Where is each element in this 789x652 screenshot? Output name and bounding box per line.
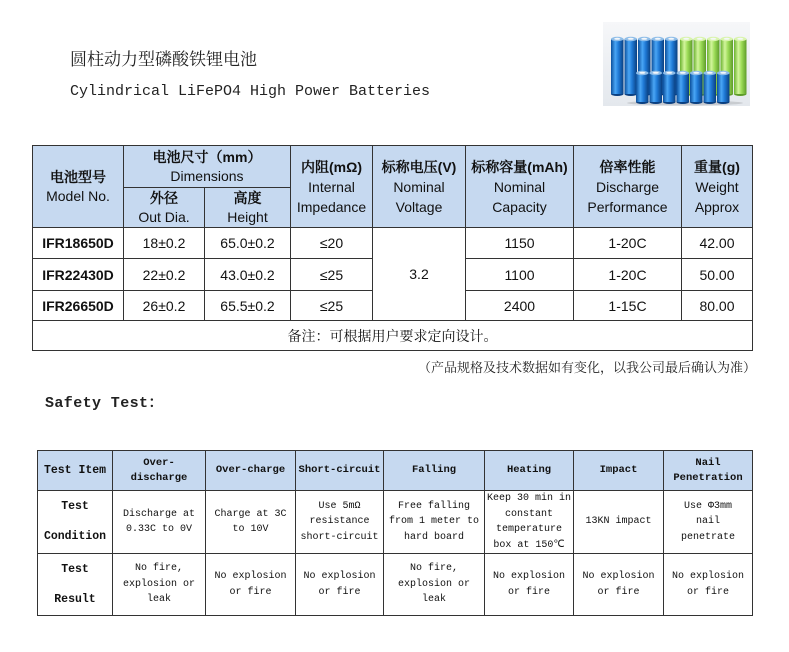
spec-remark: 备注：可根据用户要求定向设计。	[33, 321, 753, 351]
result-over-charge: No explosion or fire	[206, 554, 296, 616]
battery-cell	[663, 71, 676, 104]
result-falling: No fire, explosion or leak	[384, 554, 485, 616]
test-condition-label-line1: Test	[61, 500, 89, 513]
header-discharge-zh: 倍率性能	[599, 158, 656, 175]
header-over-discharge-label: Over-discharge	[130, 456, 188, 484]
battery-cell	[734, 37, 747, 96]
test-result-label-line1: Test	[61, 562, 89, 576]
header-voltage-en1: Nominal	[393, 178, 445, 195]
cell-discharge: 1-15C	[574, 291, 682, 321]
battery-cell	[690, 71, 703, 104]
header-over-discharge	[113, 451, 206, 491]
safety-test-title: Safety Test：	[45, 395, 164, 412]
battery-cell	[650, 71, 663, 104]
safety-header-row	[38, 451, 753, 491]
cell-out-dia: 18±0.2	[124, 228, 205, 259]
cell-weight: 80.00	[682, 291, 753, 321]
header-dimensions-en: Dimensions	[170, 167, 244, 184]
header-impedance-en2: Impedance	[296, 198, 367, 215]
cell-impedance: ≤25	[291, 291, 373, 321]
cell-model: IFR26650D	[33, 291, 124, 321]
battery-cell	[636, 71, 649, 104]
header-capacity-en2: Capacity	[492, 198, 547, 215]
cell-out-dia: 26±0.2	[124, 291, 205, 321]
cell-discharge: 1-20C	[574, 228, 682, 259]
test-condition-label	[38, 491, 113, 554]
cell-capacity: 1100	[466, 259, 574, 291]
spec-remark-row	[33, 321, 753, 351]
header-over-charge: Over-charge	[206, 451, 296, 491]
header-impedance-zh: 内阻(mΩ)	[301, 158, 362, 175]
cell-weight: 42.00	[682, 228, 753, 259]
header-model-en: Model No.	[46, 187, 110, 204]
header-impedance-en1: Internal	[308, 178, 355, 195]
header-discharge	[574, 146, 682, 228]
header-out-dia-en: Out Dia.	[138, 208, 190, 225]
header-discharge-en2: Performance	[587, 198, 668, 215]
result-impact: No explosion or fire	[574, 554, 664, 616]
safety-test-table	[37, 450, 753, 616]
header-weight-en1: Weight	[695, 178, 739, 195]
battery-cells-photo	[603, 22, 750, 106]
cell-model: IFR22430D	[33, 259, 124, 291]
cell-height: 65.5±0.2	[205, 291, 291, 321]
spec-table-header	[33, 146, 753, 228]
header-voltage-zh: 标称电压(V)	[381, 158, 457, 175]
safety-table-header	[38, 451, 753, 491]
spec-table-body	[33, 228, 753, 351]
header-out-dia-zh: 外径	[150, 189, 178, 206]
result-over-discharge: No fire, explosion or leak	[113, 554, 206, 616]
header-discharge-en1: Discharge	[595, 178, 660, 195]
condition-impact: 13KN impact	[574, 491, 664, 554]
disclaimer-note: （产品规格及技术数据如有变化，以我公司最后确认为准）	[417, 360, 756, 375]
header-impedance	[291, 146, 373, 228]
page-title-chinese: 圆柱动力型磷酸铁锂电池	[70, 50, 257, 69]
test-condition-label-line2: Condition	[43, 530, 107, 543]
header-dimensions-zh: 电池尺寸（mm）	[152, 148, 262, 165]
condition-over-charge: Charge at 3C to 10V	[206, 491, 296, 554]
result-nail-penetration: No explosion or fire	[664, 554, 753, 616]
condition-short-circuit: Use 5mΩ resistance short-circuit	[296, 491, 384, 554]
header-capacity	[466, 146, 574, 228]
cell-height: 65.0±0.2	[205, 228, 291, 259]
header-voltage-en2: Voltage	[395, 198, 443, 215]
header-falling: Falling	[384, 451, 485, 491]
cell-capacity: 1150	[466, 228, 574, 259]
header-impact: Impact	[574, 451, 664, 491]
header-heating: Heating	[485, 451, 574, 491]
header-nail-penetration: Nail Penetration	[664, 451, 753, 491]
cell-out-dia: 22±0.2	[124, 259, 205, 291]
spec-header-row	[33, 146, 753, 188]
cell-nominal-voltage: 3.2	[373, 228, 466, 321]
page-title-english: Cylindrical LiFePO4 High Power Batteries	[70, 83, 431, 100]
header-model	[33, 146, 124, 228]
spec-row	[33, 228, 753, 259]
header-out-dia	[124, 188, 205, 228]
result-heating: No explosion or fire	[485, 554, 574, 616]
test-result-label-line2: Result	[54, 592, 96, 606]
battery-cell	[677, 71, 690, 104]
header-dimensions	[124, 146, 291, 188]
test-result-label	[38, 554, 113, 616]
header-capacity-en1: Nominal	[493, 178, 546, 195]
battery-cell	[625, 37, 638, 96]
header-voltage	[373, 146, 466, 228]
condition-falling: Free falling from 1 meter to hard board	[384, 491, 485, 554]
header-test-item: Test Item	[38, 451, 113, 491]
header-short-circuit: Short-circuit	[296, 451, 384, 491]
test-condition-row	[38, 491, 753, 554]
header-weight-zh: 重量(g)	[694, 158, 740, 175]
header-height	[205, 188, 291, 228]
header-height-en: Height	[227, 208, 268, 225]
cell-model: IFR18650D	[33, 228, 124, 259]
battery-cell	[717, 71, 730, 104]
header-model-zh: 电池型号	[50, 168, 106, 185]
safety-table-body	[38, 491, 753, 616]
spec-table	[32, 145, 753, 351]
result-short-circuit: No explosion or fire	[296, 554, 384, 616]
header-weight-en2: Approx	[694, 198, 740, 215]
condition-over-discharge: Discharge at 0.33C to 0V	[113, 491, 206, 554]
cell-impedance: ≤20	[291, 228, 373, 259]
cell-impedance: ≤25	[291, 259, 373, 291]
cell-weight: 50.00	[682, 259, 753, 291]
battery-cell	[704, 71, 717, 104]
test-result-row	[38, 554, 753, 616]
header-weight	[682, 146, 753, 228]
battery-cell	[611, 37, 624, 96]
cell-discharge: 1-20C	[574, 259, 682, 291]
header-height-zh: 高度	[233, 189, 262, 206]
cell-height: 43.0±0.2	[205, 259, 291, 291]
header-capacity-zh: 标称容量(mAh)	[471, 158, 568, 175]
condition-heating: Keep 30 min in constant temperature box at 150℃	[485, 491, 574, 554]
cell-capacity: 2400	[466, 291, 574, 321]
condition-nail-penetration: Use Φ3mm nail penetrate	[664, 491, 753, 554]
